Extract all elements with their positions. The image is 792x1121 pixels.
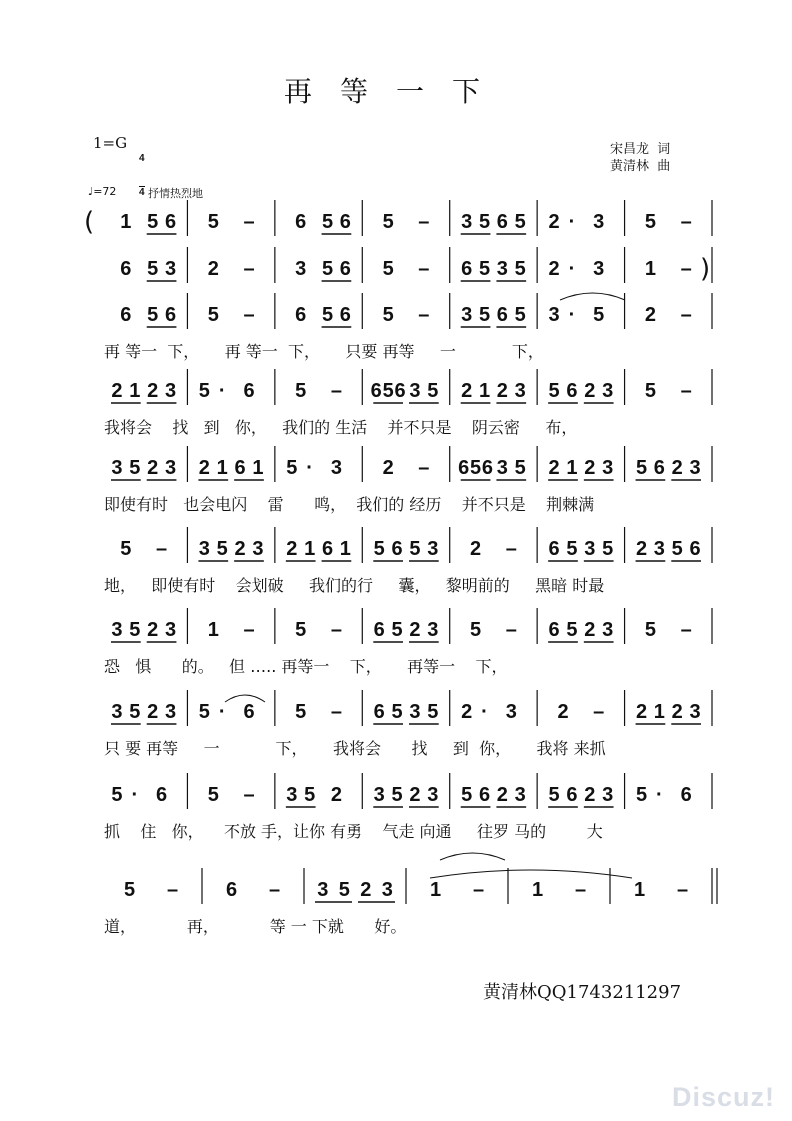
note: 5	[514, 457, 526, 479]
note: 5	[207, 211, 219, 233]
note: 6	[243, 380, 255, 402]
lyric-line: 恐 惧 的。 但 ….. 再等一 下， 再等一 下，	[104, 657, 508, 676]
note: 1	[304, 538, 316, 560]
note: –	[680, 211, 692, 233]
note: ·	[568, 304, 576, 326]
note: 6	[120, 258, 132, 280]
note: 2	[584, 784, 596, 806]
note: 5	[338, 879, 350, 901]
lyric-line: 道， 再， 等 一 下就 好。	[104, 917, 407, 936]
note: 6	[164, 304, 177, 326]
note: 3	[514, 380, 526, 402]
note: 2	[147, 380, 159, 402]
note: 6	[461, 258, 473, 280]
note: 5	[548, 784, 560, 806]
note: 5	[391, 701, 403, 723]
note: –	[418, 211, 430, 233]
note: 5	[304, 784, 316, 806]
note: 3	[111, 457, 123, 479]
note: 2	[409, 784, 421, 806]
note: 3	[164, 258, 177, 280]
note: 2	[496, 380, 508, 402]
note: 2	[557, 701, 569, 723]
note: ·	[218, 380, 226, 402]
lyric-line: 地， 即使有时 会划破 我们的行 囊， 黎明前的 黑暗 时最	[104, 576, 605, 595]
note: 1	[252, 457, 264, 479]
signature: 黄清林QQ1743211297	[483, 982, 682, 1003]
note: 6	[234, 457, 246, 479]
note: 5	[635, 457, 648, 479]
note: 1	[644, 258, 656, 280]
note: 3	[602, 380, 614, 402]
note: –	[156, 538, 168, 560]
note: 6	[566, 380, 578, 402]
note: –	[676, 879, 689, 901]
note: –	[418, 457, 430, 479]
note: 1	[429, 879, 442, 901]
note: 3	[164, 701, 177, 723]
note: 2	[382, 457, 394, 479]
slur	[440, 853, 505, 860]
note: 2	[147, 701, 159, 723]
note: 6	[373, 701, 385, 723]
note: 3	[286, 784, 298, 806]
note: 5	[644, 211, 656, 233]
note: 2	[671, 457, 683, 479]
note: 5	[427, 701, 439, 723]
note: 6	[120, 304, 132, 326]
note: ·	[306, 457, 313, 479]
note: 5	[427, 380, 439, 402]
note: –	[330, 380, 342, 402]
note: 3	[593, 211, 605, 233]
note: –	[330, 701, 342, 723]
note: 5	[461, 784, 473, 806]
note: 3	[164, 619, 177, 641]
note: 3	[409, 701, 421, 723]
note: 6	[295, 304, 307, 326]
note: 3	[514, 784, 526, 806]
note: –	[505, 619, 517, 641]
note: 2	[584, 457, 596, 479]
note: 6	[295, 211, 307, 233]
note: 5	[478, 304, 491, 326]
note: 5	[129, 619, 141, 641]
note: 5	[129, 701, 141, 723]
note: 3	[584, 538, 596, 560]
lyric-line: 我将会 找 到 你， 我们的 生活 并不只是 阴云密 布，	[104, 418, 578, 437]
note: 5	[129, 457, 141, 479]
note: 6	[548, 538, 560, 560]
note: 3	[653, 538, 665, 560]
note: 3	[164, 457, 177, 479]
note: 2	[671, 701, 683, 723]
note: 2	[470, 538, 482, 560]
note: 2	[496, 784, 508, 806]
note: 6	[339, 258, 351, 280]
lyric-line: 只 要 再等 一 下， 我将会 找 到 你， 我将 来抓	[104, 739, 606, 758]
note: 3	[602, 457, 614, 479]
note: 3	[689, 701, 701, 723]
open-parenthesis: (	[84, 207, 95, 237]
note: 5	[548, 380, 560, 402]
note: 5	[111, 784, 123, 806]
note: 1	[653, 701, 665, 723]
note: –	[243, 784, 255, 806]
composer-credit: 黄清林 曲	[610, 159, 671, 174]
note: 2	[584, 619, 596, 641]
note: 5	[198, 701, 210, 723]
note: –	[166, 879, 179, 901]
note: 3	[111, 701, 123, 723]
note: 1	[531, 879, 544, 901]
note: –	[268, 879, 281, 901]
note: 5	[470, 619, 482, 641]
note: –	[418, 304, 430, 326]
note: 5	[295, 619, 307, 641]
note: 3	[427, 619, 439, 641]
note: 5	[566, 538, 578, 560]
note: ·	[131, 784, 139, 806]
time-signature-bottom: 4	[139, 187, 145, 198]
page-title: 再等一下	[283, 75, 508, 108]
note: 5	[382, 211, 394, 233]
time-signature-top: 4	[139, 153, 145, 164]
note: 6	[370, 380, 382, 402]
note: 5	[566, 619, 578, 641]
note: 5	[373, 538, 385, 560]
note: 1	[566, 457, 578, 479]
note: 3	[295, 258, 307, 280]
note: 3	[548, 304, 560, 326]
note: 1	[478, 380, 491, 402]
note: 2	[548, 211, 560, 233]
note: 3	[689, 457, 701, 479]
note: 2	[111, 380, 123, 402]
note: 1	[339, 538, 351, 560]
note: 5	[147, 304, 159, 326]
note: 2	[461, 380, 473, 402]
close-parenthesis: )	[700, 254, 711, 284]
note: ·	[568, 258, 576, 280]
note: 5	[671, 538, 683, 560]
note: 6	[164, 211, 177, 233]
note: 3	[317, 879, 329, 901]
note: 5	[321, 304, 334, 326]
note: –	[243, 211, 255, 233]
note: –	[574, 879, 587, 901]
note: –	[680, 304, 692, 326]
note: –	[680, 258, 692, 280]
note: 6	[478, 784, 491, 806]
note: 3	[461, 304, 473, 326]
note: 2	[330, 784, 342, 806]
note: 1	[120, 211, 132, 233]
note: 5	[123, 879, 136, 901]
note: 2	[207, 258, 219, 280]
note: 3	[427, 784, 439, 806]
note: 2	[234, 538, 246, 560]
note: 2	[548, 258, 560, 280]
note: 3	[602, 784, 614, 806]
tie	[430, 870, 632, 878]
note: 6	[339, 304, 351, 326]
note: 1	[207, 619, 219, 641]
lyric-line: 再 等一 下， 再 等一 下， 只要 再等 一 下，	[104, 342, 544, 361]
note: ·	[568, 211, 576, 233]
note: 5	[321, 211, 334, 233]
note: 5	[216, 538, 228, 560]
note: 6	[496, 211, 508, 233]
note: 5	[198, 380, 210, 402]
note: 5	[147, 258, 159, 280]
lyric-line: 抓 住 你， 不放 手，让你 有勇 气走 向通 往罗 马的 大	[104, 822, 603, 841]
note: 3	[330, 457, 342, 479]
note: 5	[147, 211, 159, 233]
note: 5	[635, 784, 648, 806]
note: 5	[470, 457, 482, 479]
note: 3	[593, 258, 605, 280]
note: –	[243, 304, 255, 326]
note: ·	[218, 701, 226, 723]
note: 6	[458, 457, 470, 479]
note: 2	[360, 879, 372, 901]
tempo-marking: ♩=72	[88, 185, 117, 198]
note: 6	[156, 784, 168, 806]
note: 2	[461, 701, 473, 723]
note: 5	[321, 258, 334, 280]
note: 3	[252, 538, 264, 560]
note: ·	[656, 784, 663, 806]
note: 5	[382, 258, 394, 280]
note: 5	[514, 258, 526, 280]
expression-marking: 抒情热烈地	[148, 187, 203, 200]
note: 3	[602, 619, 614, 641]
note: 3	[381, 879, 393, 901]
note: 1	[216, 457, 228, 479]
note: 3	[496, 258, 508, 280]
note: –	[505, 538, 517, 560]
note: 5	[478, 211, 491, 233]
note: 6	[373, 619, 385, 641]
note: –	[472, 879, 485, 901]
note: 5	[382, 380, 394, 402]
note: 3	[198, 538, 210, 560]
note: 5	[391, 619, 403, 641]
note: 5	[478, 258, 491, 280]
note: 5	[644, 619, 656, 641]
note: 5	[391, 784, 403, 806]
note: 3	[111, 619, 123, 641]
note: 5	[514, 304, 526, 326]
note: –	[593, 701, 605, 723]
note: 3	[496, 457, 508, 479]
lyric-line: 即使有时 也会电闪 雷 鸣， 我们的 经历 并不只是 荆棘满	[104, 495, 595, 514]
note: 2	[635, 701, 648, 723]
note: 6	[653, 457, 665, 479]
note: 2	[584, 380, 596, 402]
note: 5	[295, 380, 307, 402]
note: 5	[120, 538, 132, 560]
note: 6	[496, 304, 508, 326]
note: 2	[548, 457, 560, 479]
lyricist-credit: 宋昌龙 词	[610, 142, 671, 157]
note: –	[330, 619, 342, 641]
note: 5	[514, 211, 526, 233]
note: 3	[505, 701, 517, 723]
note: 5	[286, 457, 298, 479]
note: 3	[164, 380, 177, 402]
key-signature: 1=G	[93, 134, 128, 152]
note: 5	[409, 538, 421, 560]
note: 5	[295, 701, 307, 723]
note: 2	[409, 619, 421, 641]
note: –	[680, 380, 692, 402]
note: 3	[409, 380, 421, 402]
note: 6	[680, 784, 692, 806]
note: 6	[339, 211, 351, 233]
note: 6	[243, 701, 255, 723]
note: 6	[321, 538, 334, 560]
note: 5	[382, 304, 394, 326]
note: 2	[147, 457, 159, 479]
slur	[560, 293, 625, 300]
note: 5	[207, 784, 219, 806]
note: 2	[147, 619, 159, 641]
note: 3	[427, 538, 439, 560]
note: 2	[198, 457, 210, 479]
note: 6	[548, 619, 560, 641]
note: –	[243, 258, 255, 280]
note: 5	[207, 304, 219, 326]
note: –	[418, 258, 430, 280]
note: 1	[633, 879, 646, 901]
note: –	[680, 619, 692, 641]
note: 1	[129, 380, 141, 402]
note: 6	[481, 457, 494, 479]
note: 6	[689, 538, 701, 560]
note: 6	[391, 538, 403, 560]
note: –	[243, 619, 255, 641]
note: ·	[481, 701, 488, 723]
note: 2	[644, 304, 656, 326]
note: 6	[566, 784, 578, 806]
note: 3	[373, 784, 385, 806]
note: 3	[461, 211, 473, 233]
note: 2	[635, 538, 648, 560]
note: 5	[644, 380, 656, 402]
note: 5	[602, 538, 614, 560]
note: 6	[225, 879, 238, 901]
note: 5	[593, 304, 605, 326]
watermark: Discuz!	[672, 1082, 776, 1112]
note: 2	[286, 538, 298, 560]
note: 6	[394, 380, 406, 402]
